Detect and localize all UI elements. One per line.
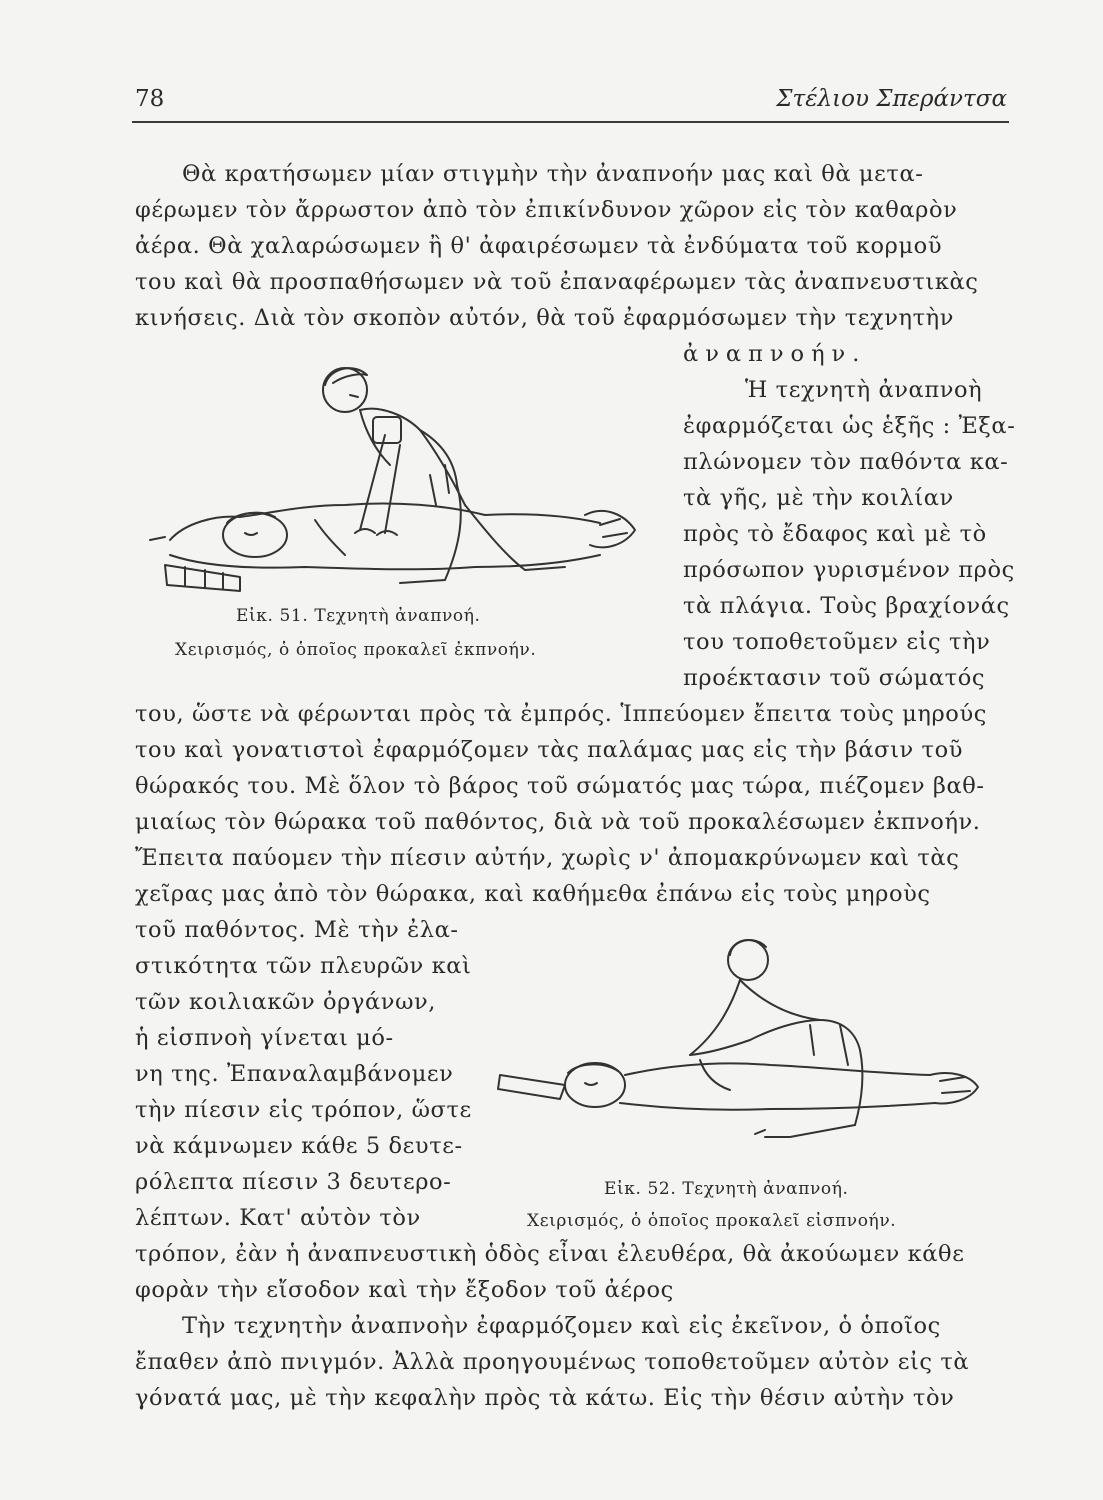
paragraph-line: τὴν πίεσιν εἰς τρόπον, ὥστε [135,1097,472,1123]
running-title: Στέλιου Σπεράντσα [776,86,1007,112]
paragraph-line: φέρωμεν τὸν ἄρρωστον ἀπὸ τὸν ἐπικίνδυνον χῶρον εἰς τὸν καθαρὸν [135,197,958,223]
paragraph-line: ἡ εἰσπνοὴ γίνεται μό- [135,1025,394,1051]
figure-51-caption-description: Χειρισμός, ὁ ὁποῖος προκαλεῖ ἐκπνοήν. [175,640,537,660]
paragraph-line: του καὶ γονατιστοὶ ἐφαρμόζομεν τὰς παλάμας μας εἰς τὴν βάσιν τοῦ [135,737,964,763]
figure-51-illustration [145,355,675,600]
paragraph-line: θώρακός του. Μὲ ὅλον τὸ βάρος τοῦ σώματός μας τώρα, πιέζομεν βαθ- [135,773,985,799]
figure-52-caption-title: Εἰκ. 52. Τεχνητὴ ἀναπνοή. [604,1179,849,1199]
paragraph-line: του καὶ θὰ προσπαθήσωμεν νὰ τοῦ ἐπαναφέρωμεν τὰς ἀναπνευστικὰς [135,269,979,295]
paragraph-line: τῶν κοιλιακῶν ὀργάνων, [135,989,437,1015]
figure-52-illustration [490,925,990,1160]
paragraph-line: τὰ πλάγια. Τοὺς βραχίονάς [683,593,1010,619]
paragraph-line: ἐφαρμόζεται ὡς ἑξῆς : Ἐξα- [683,413,1016,439]
page-number: 78 [135,86,165,112]
paragraph-line: ἀέρα. Θὰ χαλαρώσωμεν ἢ θ' ἀφαιρέσωμεν τὰ ἐνδύματα τοῦ κορμοῦ [135,233,943,259]
paragraph-line: φορὰν τὴν εἴσοδον καὶ τὴν ἔξοδον τοῦ ἀέρος [135,1277,674,1303]
paragraph-line: τὰ γῆς, μὲ τὴν κοιλίαν [683,485,954,511]
paragraph-line: χεῖρας μας ἀπὸ τὸν θώρακα, καὶ καθήμεθα ἐπάνω εἰς τοὺς μηροὺς [135,881,931,907]
figure-51-caption-title: Εἰκ. 51. Τεχνητὴ ἀναπνοή. [236,606,481,626]
paragraph-line: ἀναπνοήν. [683,341,867,367]
paragraph-line: τρόπον, ἐὰν ἡ ἀναπνευστικὴ ὁδὸς εἶναι ἐλευθέρα, θὰ ἀκούωμεν κάθε [135,1241,965,1267]
paragraph-line: λέπτων. Κατ' αὐτὸν τὸν [135,1205,421,1231]
paragraph-line: κινήσεις. Διὰ τὸν σκοπὸν αὐτόν, θὰ τοῦ ἐφαρμόσωμεν τὴν τεχνητὴν [135,305,955,331]
paragraph-line: του, ὥστε νὰ φέρωνται πρὸς τὰ ἐμπρός. Ἱππεύομεν ἔπειτα τοὺς μηρούς [135,701,987,727]
paragraph-line: πλώνομεν τὸν παθόντα κα- [683,449,1009,475]
paragraph-line: ἔπαθεν ἀπὸ πνιγμόν. Ἀλλὰ προηγουμένως τοποθετοῦμεν αὐτὸν εἰς τὰ [135,1349,970,1375]
paragraph-line: Θὰ κρατήσωμεν μίαν στιγμὴν τὴν ἀναπνοήν μας καὶ θὰ μετα- [182,161,924,187]
paragraph-line: πρόσωπον γυρισμένον πρὸς [683,557,1015,583]
paragraph-line: πρὸς τὸ ἔδαφος καὶ μὲ τὸ [683,521,987,547]
paragraph-line: ρόλεπτα πίεσιν 3 δευτερο- [135,1169,452,1195]
paragraph-line: στικότητα τῶν πλευρῶν καὶ [135,953,472,979]
paragraph-line: νὰ κάμνωμεν κάθε 5 δευτε- [135,1133,463,1159]
paragraph-line: Τὴν τεχνητὴν ἀναπνοὴν ἐφαρμόζομεν καὶ εἰς ἐκεῖνον, ὁ ὁποῖος [182,1313,941,1339]
paragraph-line: του τοποθετοῦμεν εἰς τὴν [683,629,991,655]
paragraph-line: τοῦ παθόντος. Μὲ τὴν ἐλα- [135,917,459,943]
paragraph-line: Ἡ τεχνητὴ ἀναπνοὴ [745,377,983,403]
paragraph-line: Ἔπειτα παύομεν τὴν πίεσιν αὐτήν, χωρὶς ν' ἀπομακρύνωμεν καὶ τὰς [135,845,960,871]
figure-52-caption-description: Χειρισμός, ὁ ὁποῖος προκαλεῖ εἰσπνοήν. [527,1211,897,1231]
paragraph-line: γόνατά μας, μὲ τὴν κεφαλὴν πρὸς τὰ κάτω. Εἰς τὴν θέσιν αὐτὴν τὸν [135,1385,955,1411]
paragraph-line: νη της. Ἐπαναλαμβάνομεν [135,1061,454,1087]
paragraph-line: μιαίως τὸν θώρακα τοῦ παθόντος, διὰ νὰ τοῦ προκαλέσωμεν ἐκπνοήν. [135,809,981,835]
paragraph-line: προέκτασιν τοῦ σώματός [683,665,986,691]
header-rule [132,121,1009,123]
